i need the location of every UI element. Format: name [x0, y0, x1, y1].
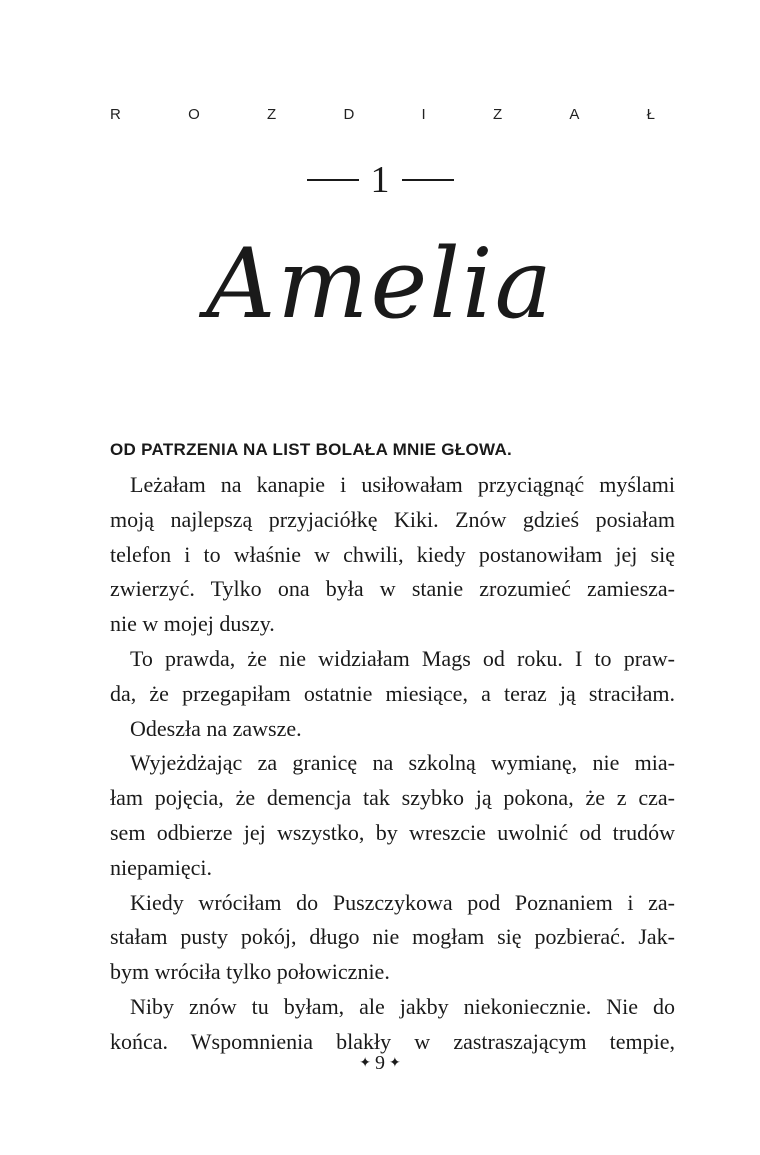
text-line: sem odbierze jej wszystko, by wreszcie uwolnić od trudów: [110, 819, 675, 845]
text-line: nie w mojej duszy.: [110, 611, 275, 637]
star-ornament-icon: ✦: [389, 1056, 401, 1071]
text-line: niepamięci.: [110, 854, 213, 880]
chapter-label-letter: Z: [267, 106, 277, 123]
chapter-label-letter: D: [343, 106, 355, 123]
text-line: moją najlepszą przyjaciółkę Kiki. Znów gdzieś posiałam: [110, 506, 675, 532]
opening-line: OD PATRZENIA NA LIST BOLAŁA MNIE GŁOWA.: [110, 440, 513, 459]
chapter-label-letter: O: [188, 106, 200, 123]
text-line: łam pojęcia, że demencja tak szybko ją pokona, że z cza-: [110, 785, 675, 811]
text-line: Kiedy wróciłam do Puszczykowa pod Poznaniem i za-: [130, 889, 675, 915]
page-number: 9: [375, 1052, 385, 1074]
page-number-folio: [0, 1052, 760, 1075]
text-line: Odeszła na zawsze.: [130, 715, 302, 741]
dash-right-divider: [402, 179, 454, 181]
chapter-number-value: 1: [370, 159, 390, 201]
text-line: To prawda, że nie widziałam Mags od roku. I to praw-: [130, 645, 675, 671]
text-line: stałam pusty pokój, długo nie mogłam się pozbierać. Jak-: [110, 924, 675, 950]
body-text: [110, 468, 675, 1060]
text-line: zwierzyć. Tylko ona była w stanie zrozumieć zamiesza-: [110, 576, 675, 602]
text-line: telefon i to właśnie w chwili, kiedy postanowiłam jej się: [110, 541, 675, 567]
chapter-label-letter: A: [569, 106, 580, 123]
chapter-label-letter: I: [421, 106, 426, 123]
text-line: bym wróciła tylko połowicznie.: [110, 959, 390, 985]
text-line: Leżałam na kanapie i usiłowałam przyciągnąć myślami: [130, 472, 675, 497]
dash-left-divider: [307, 179, 359, 181]
chapter-label-letter: Ł: [646, 106, 655, 123]
star-ornament-icon: ✦: [359, 1056, 371, 1071]
text-line: Wyjeżdżając za granicę na szkolną wymianę, nie mia-: [130, 750, 675, 776]
chapter-label-letter: R: [110, 106, 121, 123]
chapter-title: Amelia: [206, 228, 554, 340]
chapter-label-letter: Z: [492, 106, 503, 123]
text-line: da, że przegapiłam ostatnie miesiące, a teraz ją straciłam.: [110, 680, 675, 706]
text-line: Niby znów tu byłam, ale jakby niekoniecznie. Nie do: [130, 993, 675, 1019]
chapter-label: [110, 106, 655, 123]
text-line: końca. Wspomnienia blakły w zastraszającym tempie,: [110, 1028, 675, 1054]
chapter-number: [0, 158, 760, 202]
